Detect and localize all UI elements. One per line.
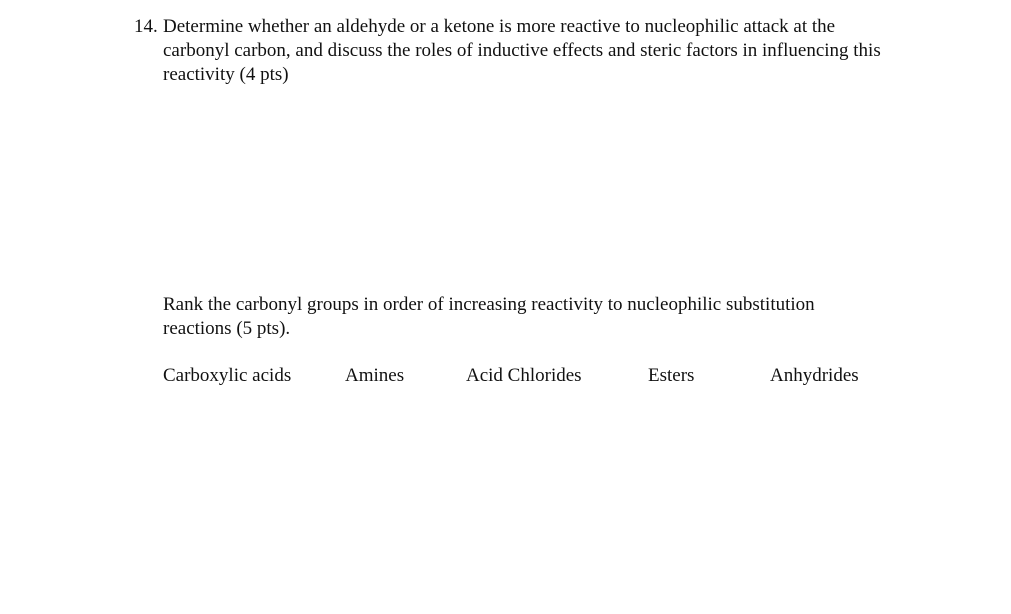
question-14-text: Determine whether an aldehyde or a ketone is more reactive to nucleophilic attack at the carbonyl carbon, and discuss the roles of inductive effects and steric factors in influencing this reactivity (4 pts) — [163, 16, 881, 85]
ranking-question-text: Rank the carbonyl groups in order of increasing reactivity to nucleophilic substitution reactions (5 pts). — [163, 294, 815, 339]
carbonyl-group-item: Carboxylic acids — [163, 365, 292, 386]
question-number: 14. — [134, 16, 158, 37]
carbonyl-group-item: Esters — [648, 365, 695, 386]
question-14 — [134, 15, 894, 87]
carbonyl-group-item: Anhydrides — [770, 365, 859, 386]
carbonyl-group-item: Acid Chlorides — [466, 365, 582, 386]
carbonyl-group-list — [163, 364, 883, 388]
carbonyl-group-item: Amines — [345, 365, 405, 386]
